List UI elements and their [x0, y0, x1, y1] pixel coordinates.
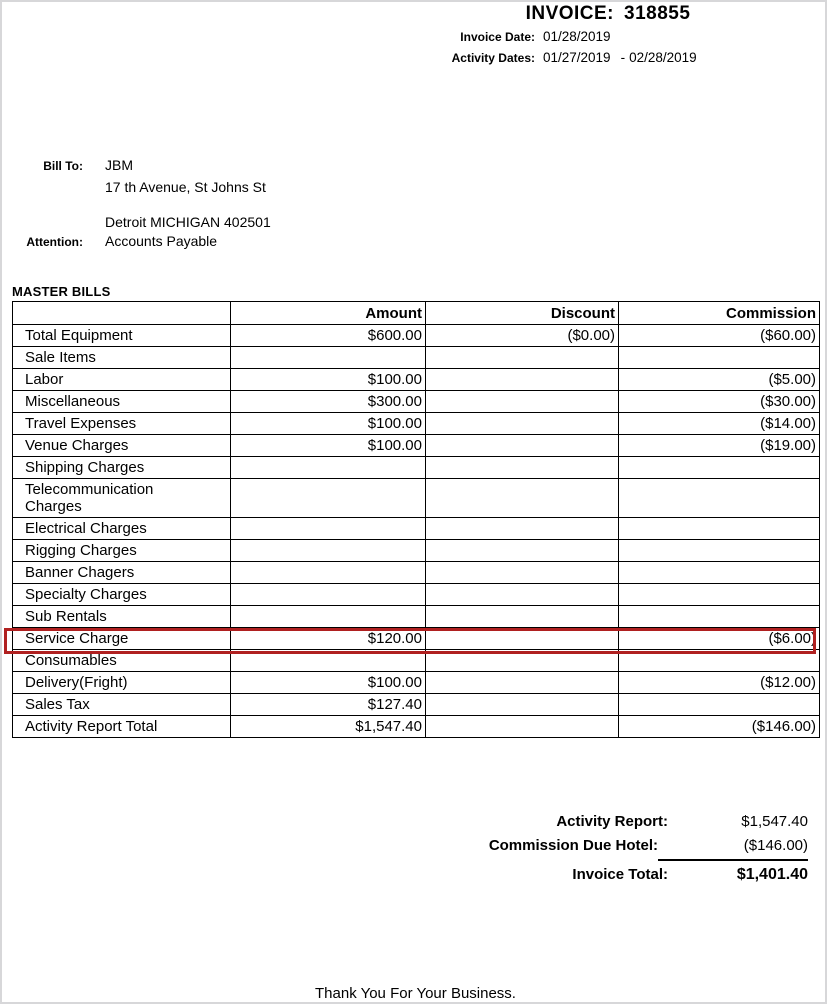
cell-amount: $120.00	[231, 628, 426, 650]
bill-to-name: JBM	[105, 157, 133, 173]
cell-commission	[619, 650, 820, 672]
row-label: Venue Charges	[13, 435, 231, 457]
cell-amount	[231, 650, 426, 672]
bill-to-address1-line	[2, 179, 266, 195]
master-bills-title: MASTER BILLS	[12, 284, 111, 299]
table-row	[13, 369, 820, 391]
table-row	[13, 562, 820, 584]
table-row	[13, 325, 820, 347]
cell-discount	[426, 347, 619, 369]
invoice-total-row	[402, 863, 808, 887]
cell-discount	[426, 650, 619, 672]
table-row	[13, 694, 820, 716]
invoice-date-value: 01/28/2019	[543, 29, 611, 44]
invoice-total-label: Invoice Total:	[572, 866, 668, 883]
table-row	[13, 672, 820, 694]
attention-label: Attention:	[26, 235, 83, 249]
page-title	[402, 3, 814, 25]
cell-commission	[619, 457, 820, 479]
row-label: Total Equipment	[13, 325, 231, 347]
table-row	[13, 457, 820, 479]
cell-discount	[426, 606, 619, 628]
cell-commission	[619, 606, 820, 628]
cell-amount	[231, 562, 426, 584]
cell-amount	[231, 457, 426, 479]
cell-amount	[231, 479, 426, 518]
summary-section	[402, 810, 808, 887]
activity-start-date: 01/27/2019	[543, 50, 611, 65]
row-label: Travel Expenses	[13, 413, 231, 435]
commission-due-label: Commission Due Hotel:	[488, 837, 658, 854]
cell-commission: ($146.00)	[619, 716, 820, 738]
cell-commission: ($12.00)	[619, 672, 820, 694]
commission-due-row	[402, 834, 808, 861]
row-label: Telecommunication Charges	[13, 479, 231, 518]
cell-commission	[619, 562, 820, 584]
row-label: Activity Report Total	[13, 716, 231, 738]
activity-report-label: Activity Report:	[556, 813, 668, 830]
cell-amount: $1,547.40	[231, 716, 426, 738]
column-header-commission: Commission	[619, 302, 820, 325]
bill-to-line	[2, 157, 133, 173]
master-bills-table	[12, 301, 820, 738]
table-row	[13, 606, 820, 628]
footer-message: Thank You For Your Business.	[315, 985, 516, 1002]
cell-discount	[426, 628, 619, 650]
column-header-amount: Amount	[231, 302, 426, 325]
cell-amount	[231, 584, 426, 606]
row-label: Labor	[13, 369, 231, 391]
cell-commission: ($60.00)	[619, 325, 820, 347]
activity-dates-label: Activity Dates:	[451, 51, 535, 65]
invoice-total-value: $1,401.40	[736, 866, 808, 883]
cell-discount	[426, 457, 619, 479]
activity-dates-line	[282, 50, 697, 65]
cell-amount: $127.40	[231, 694, 426, 716]
table-row	[13, 716, 820, 738]
cell-discount	[426, 369, 619, 391]
table-row	[13, 518, 820, 540]
attention-value: Accounts Payable	[105, 233, 218, 249]
invoice-date-line	[282, 29, 611, 44]
cell-discount	[426, 518, 619, 540]
invoice-date-label: Invoice Date:	[460, 30, 535, 44]
cell-amount	[231, 347, 426, 369]
date-range-separator: -	[620, 50, 626, 65]
cell-commission: ($19.00)	[619, 435, 820, 457]
table-row	[13, 391, 820, 413]
row-label: Rigging Charges	[13, 540, 231, 562]
invoice-title-label: INVOICE:	[525, 3, 615, 24]
cell-amount: $300.00	[231, 391, 426, 413]
cell-discount	[426, 435, 619, 457]
table-row	[13, 650, 820, 672]
commission-due-value: ($146.00)	[658, 834, 808, 861]
table-row	[13, 413, 820, 435]
cell-amount: $100.00	[231, 435, 426, 457]
activity-end-date: 02/28/2019	[629, 50, 697, 65]
cell-discount	[426, 540, 619, 562]
activity-report-value: $1,547.40	[741, 813, 808, 830]
cell-commission	[619, 347, 820, 369]
row-label: Sub Rentals	[13, 606, 231, 628]
row-label: Sale Items	[13, 347, 231, 369]
bill-to-address2: Detroit MICHIGAN 402501	[105, 214, 271, 230]
cell-discount	[426, 479, 619, 518]
master-bills-body	[13, 325, 820, 738]
cell-discount	[426, 672, 619, 694]
cell-discount	[426, 413, 619, 435]
column-header-item	[13, 302, 231, 325]
cell-commission	[619, 518, 820, 540]
table-row	[13, 584, 820, 606]
cell-commission	[619, 540, 820, 562]
row-label: Service Charge	[13, 628, 231, 650]
cell-amount	[231, 540, 426, 562]
row-label: Banner Chagers	[13, 562, 231, 584]
cell-amount: $100.00	[231, 369, 426, 391]
table-row	[13, 347, 820, 369]
bill-to-label: Bill To:	[43, 159, 83, 173]
row-label: Specialty Charges	[13, 584, 231, 606]
table-row	[13, 479, 820, 518]
cell-discount	[426, 694, 619, 716]
cell-commission: ($30.00)	[619, 391, 820, 413]
cell-commission: ($6.00)	[619, 628, 820, 650]
cell-amount	[231, 606, 426, 628]
row-label: Miscellaneous	[13, 391, 231, 413]
cell-discount	[426, 391, 619, 413]
table-row	[13, 540, 820, 562]
column-header-discount: Discount	[426, 302, 619, 325]
table-row	[13, 628, 820, 650]
attention-line	[2, 233, 217, 249]
row-label: Shipping Charges	[13, 457, 231, 479]
cell-amount: $100.00	[231, 413, 426, 435]
table-row	[13, 435, 820, 457]
row-label: Consumables	[13, 650, 231, 672]
cell-commission	[619, 479, 820, 518]
cell-discount	[426, 584, 619, 606]
cell-amount: $600.00	[231, 325, 426, 347]
cell-amount	[231, 518, 426, 540]
row-label: Sales Tax	[13, 694, 231, 716]
bill-to-address1: 17 th Avenue, St Johns St	[105, 179, 266, 195]
activity-report-row	[402, 810, 808, 834]
row-label: Electrical Charges	[13, 518, 231, 540]
cell-commission: ($5.00)	[619, 369, 820, 391]
cell-amount: $100.00	[231, 672, 426, 694]
cell-commission: ($14.00)	[619, 413, 820, 435]
invoice-number: 318855	[624, 3, 691, 24]
cell-discount	[426, 716, 619, 738]
cell-commission	[619, 584, 820, 606]
table-header-row	[13, 302, 820, 325]
bill-to-address2-line	[2, 214, 271, 230]
cell-discount	[426, 562, 619, 584]
cell-discount: ($0.00)	[426, 325, 619, 347]
row-label: Delivery(Fright)	[13, 672, 231, 694]
cell-commission	[619, 694, 820, 716]
